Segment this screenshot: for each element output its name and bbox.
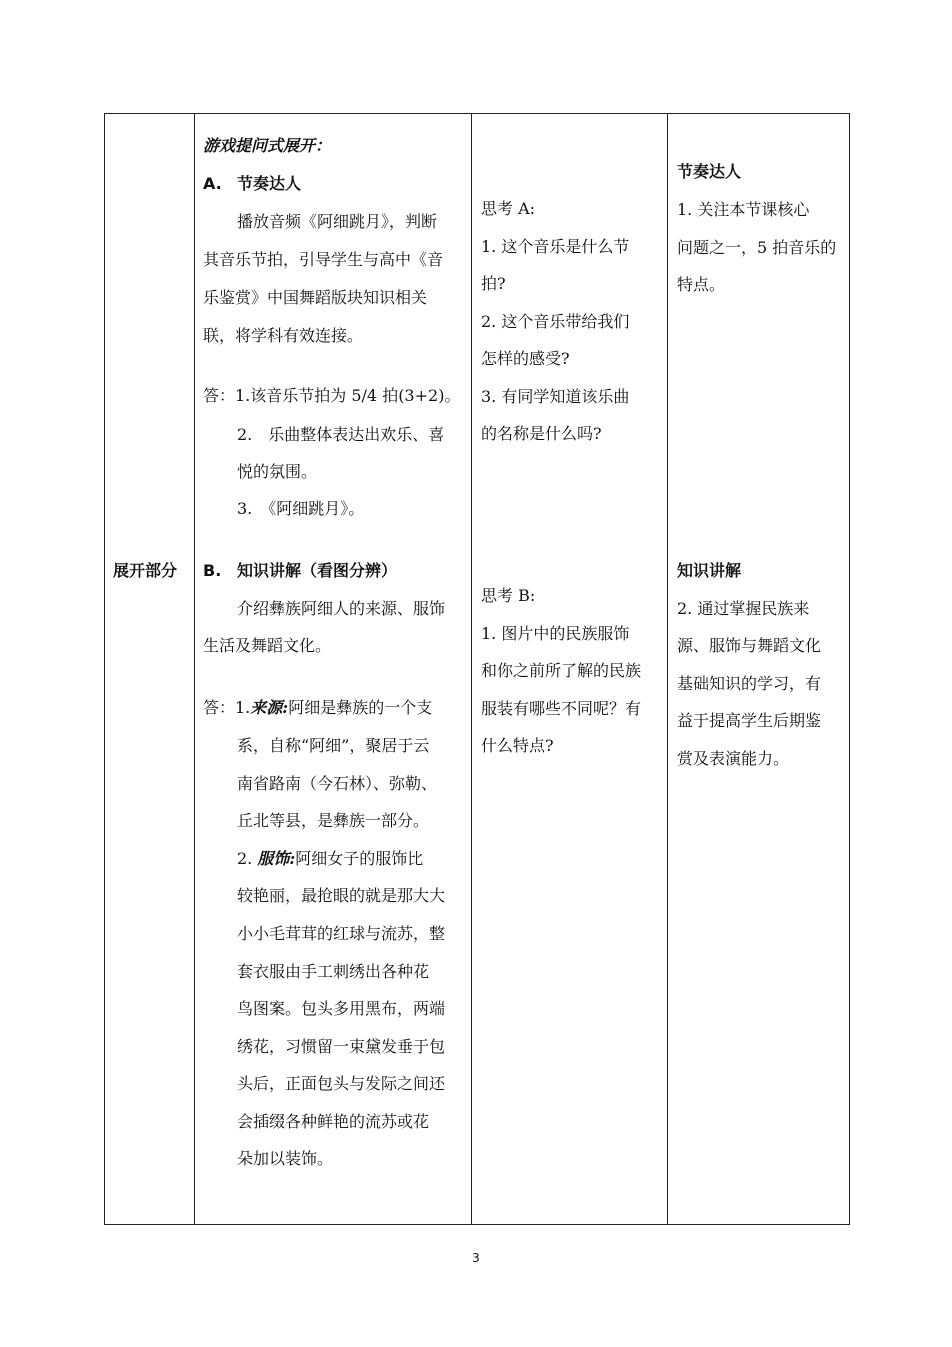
- answer-b-costume-text: 阿细女子的服饰比: [295, 849, 424, 868]
- think-a-line: 3. 有同学知道该乐曲: [481, 387, 630, 406]
- answer-b-line: 会插缀各种鲜艳的流苏或花: [237, 1112, 430, 1131]
- think-a-line: 拍?: [481, 274, 506, 293]
- answer-b-line: 系，自称“阿细”，聚居于云: [237, 736, 430, 755]
- note-a-line: 1. 关注本节课核心: [677, 200, 810, 219]
- think-a-line: 的名称是什么吗?: [481, 424, 602, 443]
- student-activity-cell: [472, 114, 667, 1224]
- section-a-text: 联，将学科有效连接。: [203, 326, 364, 345]
- answer-b-first-line: [203, 698, 432, 718]
- note-a-line: 问题之一，5 拍音乐的: [677, 238, 837, 257]
- think-a-line: 怎样的感受?: [481, 349, 570, 368]
- design-intent-cell: [668, 114, 850, 1224]
- section-a-marker: A.: [203, 174, 222, 193]
- note-a-line: 特点。: [677, 275, 726, 294]
- answer-b-origin-text: 阿细是彝族的一个支: [288, 698, 433, 717]
- think-a-line: 1. 这个音乐是什么节: [481, 237, 630, 256]
- think-b-line: 和你之前所了解的民族: [481, 661, 642, 680]
- answer-b-second-line: [237, 849, 423, 869]
- think-b-line: 服装有哪些不同呢？有: [481, 699, 642, 718]
- answer-b-line: 朵加以装饰。: [237, 1149, 334, 1168]
- section-a-text: 其音乐节拍，引导学生与高中《音: [203, 250, 444, 269]
- answer-b-line: 小小毛茸茸的红球与流苏，整: [237, 924, 446, 943]
- section-a-text: 乐鉴赏》中国舞蹈版块知识相关: [203, 288, 428, 307]
- section-a-text: 播放音频《阿细跳月》，判断: [237, 212, 438, 231]
- note-a-title: 节奏达人: [677, 162, 742, 181]
- answer-b-line: 头后，正面包头与发际之间还: [237, 1074, 446, 1093]
- answer-b-line: 南省路南（今石林）、弥勒、: [237, 774, 438, 793]
- note-b-line: 2. 通过掌握民族来: [677, 599, 810, 618]
- section-b-title: 知识讲解（看图分辨）: [237, 561, 398, 580]
- think-a-line: 2. 这个音乐带给我们: [481, 312, 630, 331]
- answer-b-prefix: 答：1.: [203, 698, 251, 717]
- note-b-line: 益于提高学生后期鉴: [677, 711, 822, 730]
- answer-a-line: 悦的氛围。: [237, 462, 318, 481]
- activity-heading: 游戏提问式展开：: [203, 136, 332, 155]
- answer-b-line: 绣花，习惯留一束黛发垂于包: [237, 1037, 446, 1056]
- section-b-text: 生活及舞蹈文化。: [203, 636, 332, 655]
- think-b-line: 思考 B:: [481, 586, 536, 605]
- stage-cell: [105, 114, 194, 1224]
- think-a-line: 思考 A:: [481, 199, 536, 218]
- answer-b-key-costume: 服饰:: [257, 849, 296, 868]
- section-b-marker: B.: [203, 561, 222, 580]
- section-b-text: 介绍彝族阿细人的来源、服饰: [237, 599, 446, 618]
- note-b-title: 知识讲解: [677, 561, 742, 580]
- stage-label: 展开部分: [113, 561, 178, 580]
- answer-a-line: 2. 乐曲整体表达出欢乐、喜: [237, 425, 445, 444]
- answer-b-line: 套衣服由手工刺绣出各种花: [237, 962, 430, 981]
- lesson-table: [104, 113, 850, 1225]
- think-b-line: 1. 图片中的民族服饰: [481, 624, 630, 643]
- section-a-title: 节奏达人: [237, 174, 302, 193]
- answer-b-line: 鸟图案。包头多用黑布，两端: [237, 999, 446, 1018]
- answer-a-line: 3. 《阿细跳月》。: [237, 499, 365, 518]
- answer-b-key-origin: 来源:: [250, 698, 289, 717]
- page-number: 3: [472, 1251, 480, 1265]
- note-b-line: 赏及表演能力。: [677, 749, 790, 768]
- answer-b-line: 较艳丽，最抢眼的就是那大大: [237, 886, 446, 905]
- note-b-line: 源、服饰与舞蹈文化: [677, 636, 822, 655]
- activity-cell: [195, 114, 471, 1224]
- note-b-line: 基础知识的学习，有: [677, 674, 822, 693]
- answer-a-line: 答：1.该音乐节拍为 5/4 拍(3+2)。: [203, 386, 461, 405]
- answer-b-prefix2: 2.: [237, 849, 253, 868]
- answer-b-line: 丘北等县，是彝族一部分。: [237, 811, 430, 830]
- think-b-line: 什么特点?: [481, 736, 554, 755]
